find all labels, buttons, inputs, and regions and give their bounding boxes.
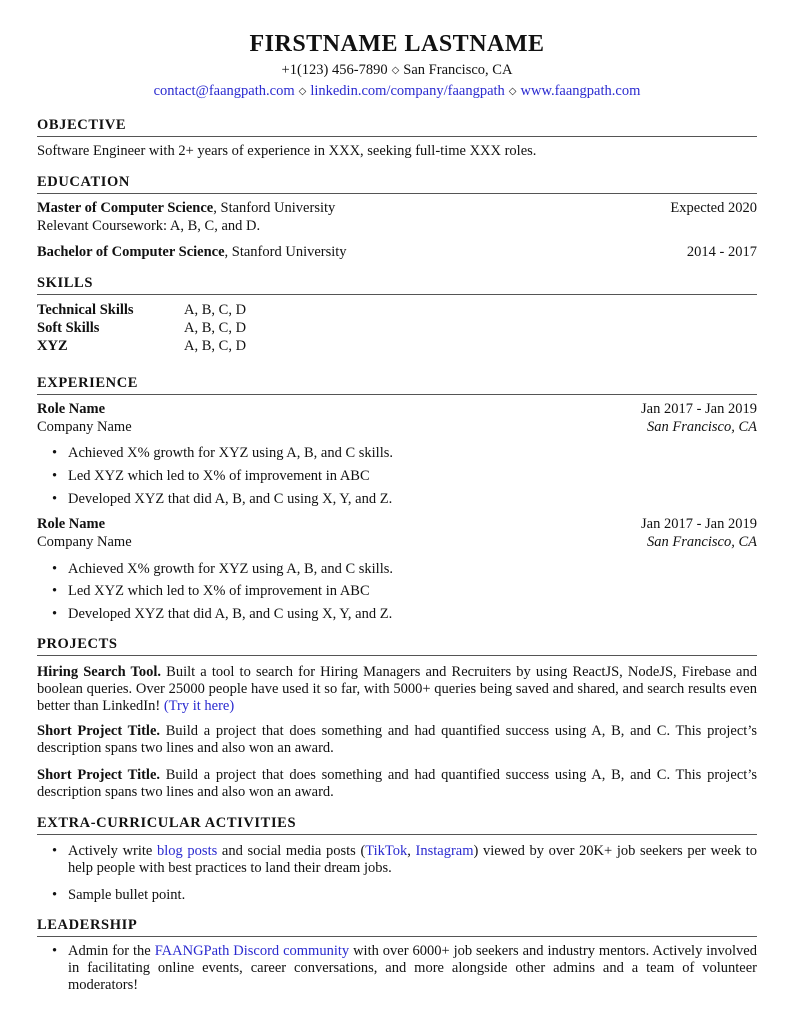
section-objective bbox=[37, 117, 757, 137]
section-heading: EXPERIENCE bbox=[37, 375, 757, 395]
website-link[interactable]: www.faangpath.com bbox=[520, 83, 641, 99]
school: , Stanford University bbox=[224, 244, 347, 260]
skill-row: XYZ A, B, C, D bbox=[37, 338, 247, 354]
project-title: Short Project Title. bbox=[37, 723, 161, 739]
diamond-separator-icon: ◇ bbox=[391, 65, 400, 76]
education-entry bbox=[37, 200, 757, 217]
job-location: San Francisco, CA bbox=[647, 419, 757, 435]
diamond-separator-icon: ◇ bbox=[508, 86, 517, 97]
email-link[interactable]: contact@faangpath.com bbox=[153, 83, 295, 99]
education-entry bbox=[37, 244, 757, 261]
role: Role Name bbox=[37, 401, 106, 417]
job-location: San Francisco, CA bbox=[647, 534, 757, 550]
contact-line bbox=[37, 62, 757, 79]
bullet-item: • Sample bullet point. bbox=[55, 887, 757, 904]
section-heading: EXTRA-CURRICULAR ACTIVITIES bbox=[37, 815, 757, 835]
date: 2014 - 2017 bbox=[686, 244, 757, 260]
tiktok-link[interactable]: TikTok bbox=[365, 843, 408, 859]
linkedin-link[interactable]: linkedin.com/company/faangpath bbox=[310, 83, 505, 99]
location: San Francisco, CA bbox=[403, 62, 513, 78]
job-header bbox=[37, 401, 757, 418]
bullet-item: • Led XYZ which led to X% of improvement in ABC bbox=[55, 583, 757, 600]
project-entry: Short Project Title. Build a project that does something and had quantified success using A, B, and C. This project’s description spans two lines and also won an award. bbox=[37, 767, 757, 800]
job-company bbox=[37, 419, 757, 436]
section-leadership bbox=[37, 917, 757, 937]
section-heading: SKILLS bbox=[37, 275, 757, 295]
date: Expected 2020 bbox=[670, 200, 757, 216]
discord-community-link[interactable]: FAANGPath Discord community bbox=[154, 943, 350, 959]
bullet-item: • Led XYZ which led to X% of improvement in ABC bbox=[55, 468, 757, 485]
candidate-name: FIRSTNAME LASTNAME bbox=[249, 31, 545, 57]
section-skills bbox=[37, 275, 757, 295]
date: Jan 2017 - Jan 2019 bbox=[641, 516, 757, 532]
section-extracurricular bbox=[37, 815, 757, 835]
project-title: Short Project Title. bbox=[37, 767, 161, 783]
degree: Master of Computer Science bbox=[37, 200, 214, 216]
try-it-link[interactable]: (Try it here) bbox=[163, 698, 235, 714]
section-education bbox=[37, 174, 757, 194]
skill-row: Technical Skills A, B, C, D bbox=[37, 302, 247, 318]
diamond-separator-icon: ◇ bbox=[298, 86, 307, 97]
phone: +1(123) 456-7890 bbox=[281, 62, 388, 78]
section-heading: OBJECTIVE bbox=[37, 117, 757, 137]
project-title: Hiring Search Tool. bbox=[37, 664, 162, 680]
role: Role Name bbox=[37, 516, 106, 532]
section-heading: LEADERSHIP bbox=[37, 917, 757, 937]
section-projects bbox=[37, 636, 757, 656]
company: Company Name bbox=[37, 419, 132, 435]
skill-row: Soft Skills A, B, C, D bbox=[37, 320, 247, 336]
bullet-item: • Admin for the FAANGPath Discord community with over 6000+ job seekers and industry mentors. Actively involved in facilitating online events, career conversations, and more alongside other admins and a team of volunteer moderators! bbox=[55, 943, 757, 994]
job-company bbox=[37, 534, 757, 551]
project-entry: Hiring Search Tool. Built a tool to search for Hiring Managers and Recruiters by using ReactJS, NodeJS, Firebase and boolean queries. Over 25000 people have used it so far, with 5000+ queries being saved and shared, and search results even better than LinkedIn! (Try it here) bbox=[37, 664, 757, 714]
date: Jan 2017 - Jan 2019 bbox=[641, 401, 757, 417]
school: , Stanford University bbox=[213, 200, 336, 216]
section-experience bbox=[37, 375, 757, 395]
objective-text: Software Engineer with 2+ years of experience in XXX, seeking full-time XXX roles. bbox=[37, 143, 537, 159]
degree: Bachelor of Computer Science bbox=[37, 244, 225, 260]
project-entry: Short Project Title. Build a project that does something and had quantified success using A, B, and C. This project’s description spans two lines and also won an award. bbox=[37, 723, 757, 756]
bullet-item: • Actively write blog posts and social media posts (TikTok, Instagram) viewed by over 20K+ job seekers per week to help people with best practices to land their dream jobs. bbox=[55, 843, 757, 877]
blog-posts-link[interactable]: blog posts bbox=[157, 843, 218, 859]
section-heading: EDUCATION bbox=[37, 174, 757, 194]
instagram-link[interactable]: Instagram bbox=[415, 843, 474, 859]
bullet-item: • Developed XYZ that did A, B, and C using X, Y, and Z. bbox=[55, 606, 757, 623]
company: Company Name bbox=[37, 534, 132, 550]
bullet-item: • Achieved X% growth for XYZ using A, B, and C skills. bbox=[55, 561, 757, 578]
bullet-item: • Achieved X% growth for XYZ using A, B, and C skills. bbox=[55, 445, 757, 462]
bullet-item: • Developed XYZ that did A, B, and C using X, Y, and Z. bbox=[55, 491, 757, 508]
section-heading: PROJECTS bbox=[37, 636, 757, 656]
links-line bbox=[37, 83, 757, 100]
coursework: Relevant Coursework: A, B, C, and D. bbox=[37, 218, 261, 234]
job-header bbox=[37, 516, 757, 533]
